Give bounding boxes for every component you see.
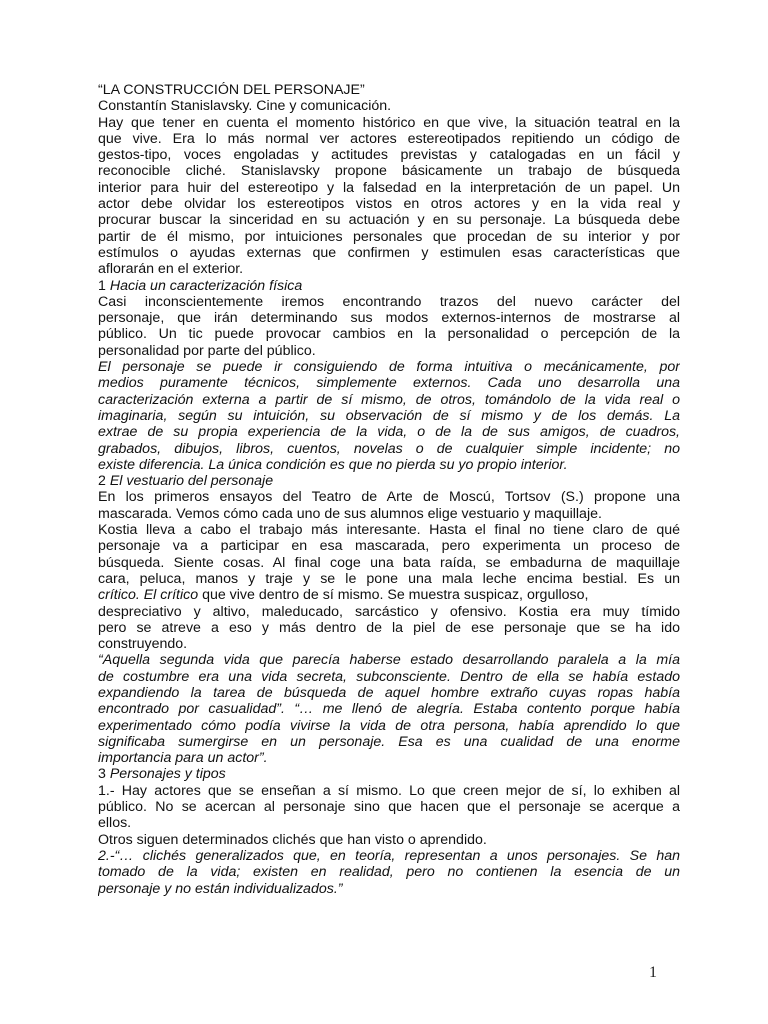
italic-line: tomado de la vida; existen en realidad, pero no contienen la esencia de un	[98, 864, 680, 881]
section-title: Personajes y tipos	[109, 766, 226, 783]
text-line: 1.- Hay actores que se enseñan a sí mismo. Lo que creen mejor de sí, lo exhiben al	[98, 782, 680, 799]
text-line: actor debe olvidar los estereotipos vistos en otros actores y en la vida real y	[98, 196, 680, 213]
text-line: reconocible cliché. Stanislavsky propone básicamente un trabajo de búsqueda	[98, 163, 680, 180]
quote-line: significaba sumergirse en un personaje. Esa es una cualidad de una enorme	[98, 733, 680, 750]
italic-line: grabados, dibujos, libros, cuentos, novelas o de cualquier simple incidente; no	[98, 440, 680, 457]
italic-line: extrae de su propia experiencia de la vida, o de la de sus amigos, de cuadros,	[98, 424, 680, 441]
section-number: 1	[98, 277, 106, 294]
italic-line: 2.-“… clichés generalizados que, en teoría, representan a unos personajes. Se han	[98, 847, 680, 864]
text-line: mascarada. Vemos cómo cada uno de sus alumnos elige vestuario y maquillaje.	[98, 505, 602, 522]
text-line: construyendo.	[98, 636, 188, 653]
intro-paragraph	[98, 115, 680, 278]
text-line: público. No se acercan al personaje sino que hacen que el personaje se acerque a	[98, 799, 680, 816]
section-heading	[98, 473, 680, 489]
text-line: público. Un tic puede provocar cambios en la personalidad o percepción de la	[98, 326, 680, 343]
section-2	[98, 473, 680, 766]
section-title: El vestuario del personaje	[109, 473, 274, 490]
quote-line: importancia para un actor”.	[98, 750, 268, 767]
italic-line: El personaje se puede ir consiguiendo de forma intuitiva o mecánicamente, por	[98, 359, 680, 376]
text-line: aflorarán en el exterior.	[98, 261, 244, 278]
section-title: Hacia un caracterización física	[109, 277, 303, 294]
text-line: ellos.	[98, 815, 132, 832]
text-line: Kostia lleva a cabo el trabajo más interesante. Hasta el final no tiene claro de qué	[98, 522, 680, 539]
quote-line: de costumbre era una vida secreta, subconsciente. Dentro de ella se había estado	[98, 668, 680, 685]
text-line: gestos-tipo, voces engoladas y actitudes previstas y catalogadas en un fácil y	[98, 147, 680, 164]
text-line: Otros siguen determinados clichés que han visto o aprendido.	[98, 831, 487, 848]
quote-line: “Aquella segunda vida que parecía haberse estado desarrollando paralela a la mía	[98, 652, 680, 669]
italic-line: medios puramente técnicos, simplemente externos. Cada uno desarrolla una	[98, 375, 680, 392]
quote-line: encontrado por casualidad”. “… me llenó de alegría. Estaba contento porque había	[98, 701, 680, 718]
text-line: estímulos o ayudas externas que confirmen y estimulen esas características que	[98, 244, 680, 261]
text-line: Hay que tener en cuenta el momento histórico en que vive, la situación teatral en la	[98, 114, 680, 131]
italic-line: existe diferencia. La única condición es que no pierda su yo propio interior.	[98, 456, 568, 473]
text-line: pero se atreve a eso y más dentro de la piel de ese personaje que se ha ido	[98, 619, 680, 636]
italic-line: caracterización externa a partir de sí mismo, de otros, tomándolo de la vida real o	[98, 391, 680, 408]
text-line: personalidad por parte del público.	[98, 342, 316, 359]
text-line: interior para huir del estereotipo y la falsedad en la interpretación de un papel. Un	[98, 179, 680, 196]
text-line: búsqueda. Siente cosas. Al final coge una bata raída, se embadurna de maquillaje	[98, 554, 680, 571]
section-1	[98, 278, 680, 474]
section-number: 2	[98, 473, 106, 490]
text-line: personaje va a participar en esa mascarada, pero experimenta un proceso de	[98, 538, 680, 555]
quote-line: experimentado cómo podía vivirse la vida de otra persona, había aprendido lo que	[98, 717, 680, 734]
section-number: 3	[98, 766, 106, 783]
quote-line: expandiendo la tarea de búsqueda de aquel hombre extraño cuyas ropas había	[98, 684, 680, 701]
section-3	[98, 766, 680, 896]
text-line: cara, peluca, manos y traje y se le pone una mala leche encima bestial. Es un	[98, 570, 680, 587]
critic-rest: que vive dentro de sí mismo. Se muestra suspicaz, orgulloso,	[198, 587, 589, 604]
text-line: que vive. Era lo más normal ver actores estereotipados repitiendo un código de	[98, 130, 680, 147]
text-line: En los primeros ensayos del Teatro de Arte de Moscú, Tortsov (S.) propone una	[98, 489, 680, 506]
page-number: 1	[649, 964, 657, 981]
document-page	[98, 82, 680, 897]
text-line: personaje, que irán determinando sus modos externos-internos de mostrarse al	[98, 310, 680, 327]
author-line: Constantín Stanislavsky. Cine y comunicación.	[98, 98, 392, 115]
text-line: procurar buscar la sinceridad en su actuación y en su personaje. La búsqueda debe	[98, 212, 680, 229]
section-heading	[98, 766, 680, 782]
italic-line: personaje y no están individualizados.”	[98, 880, 343, 897]
text-line: partir de él mismo, por intuiciones personales que procedan de su interior y por	[98, 228, 680, 245]
document-title: “LA CONSTRUCCIÓN DEL PERSONAJE”	[98, 82, 365, 98]
italic-line: imaginaria, según su intuición, su observación de sí mismo y de los demás. La	[98, 407, 680, 424]
section-heading	[98, 278, 680, 294]
text-line	[98, 587, 680, 603]
text-line: despreciativo y altivo, maleducado, sarcástico y ofensivo. Kostia era muy tímido	[98, 603, 680, 620]
text-line: Casi inconscientemente iremos encontrando trazos del nuevo carácter del	[98, 293, 680, 310]
critic-italic: crítico. El crítico	[98, 587, 199, 604]
